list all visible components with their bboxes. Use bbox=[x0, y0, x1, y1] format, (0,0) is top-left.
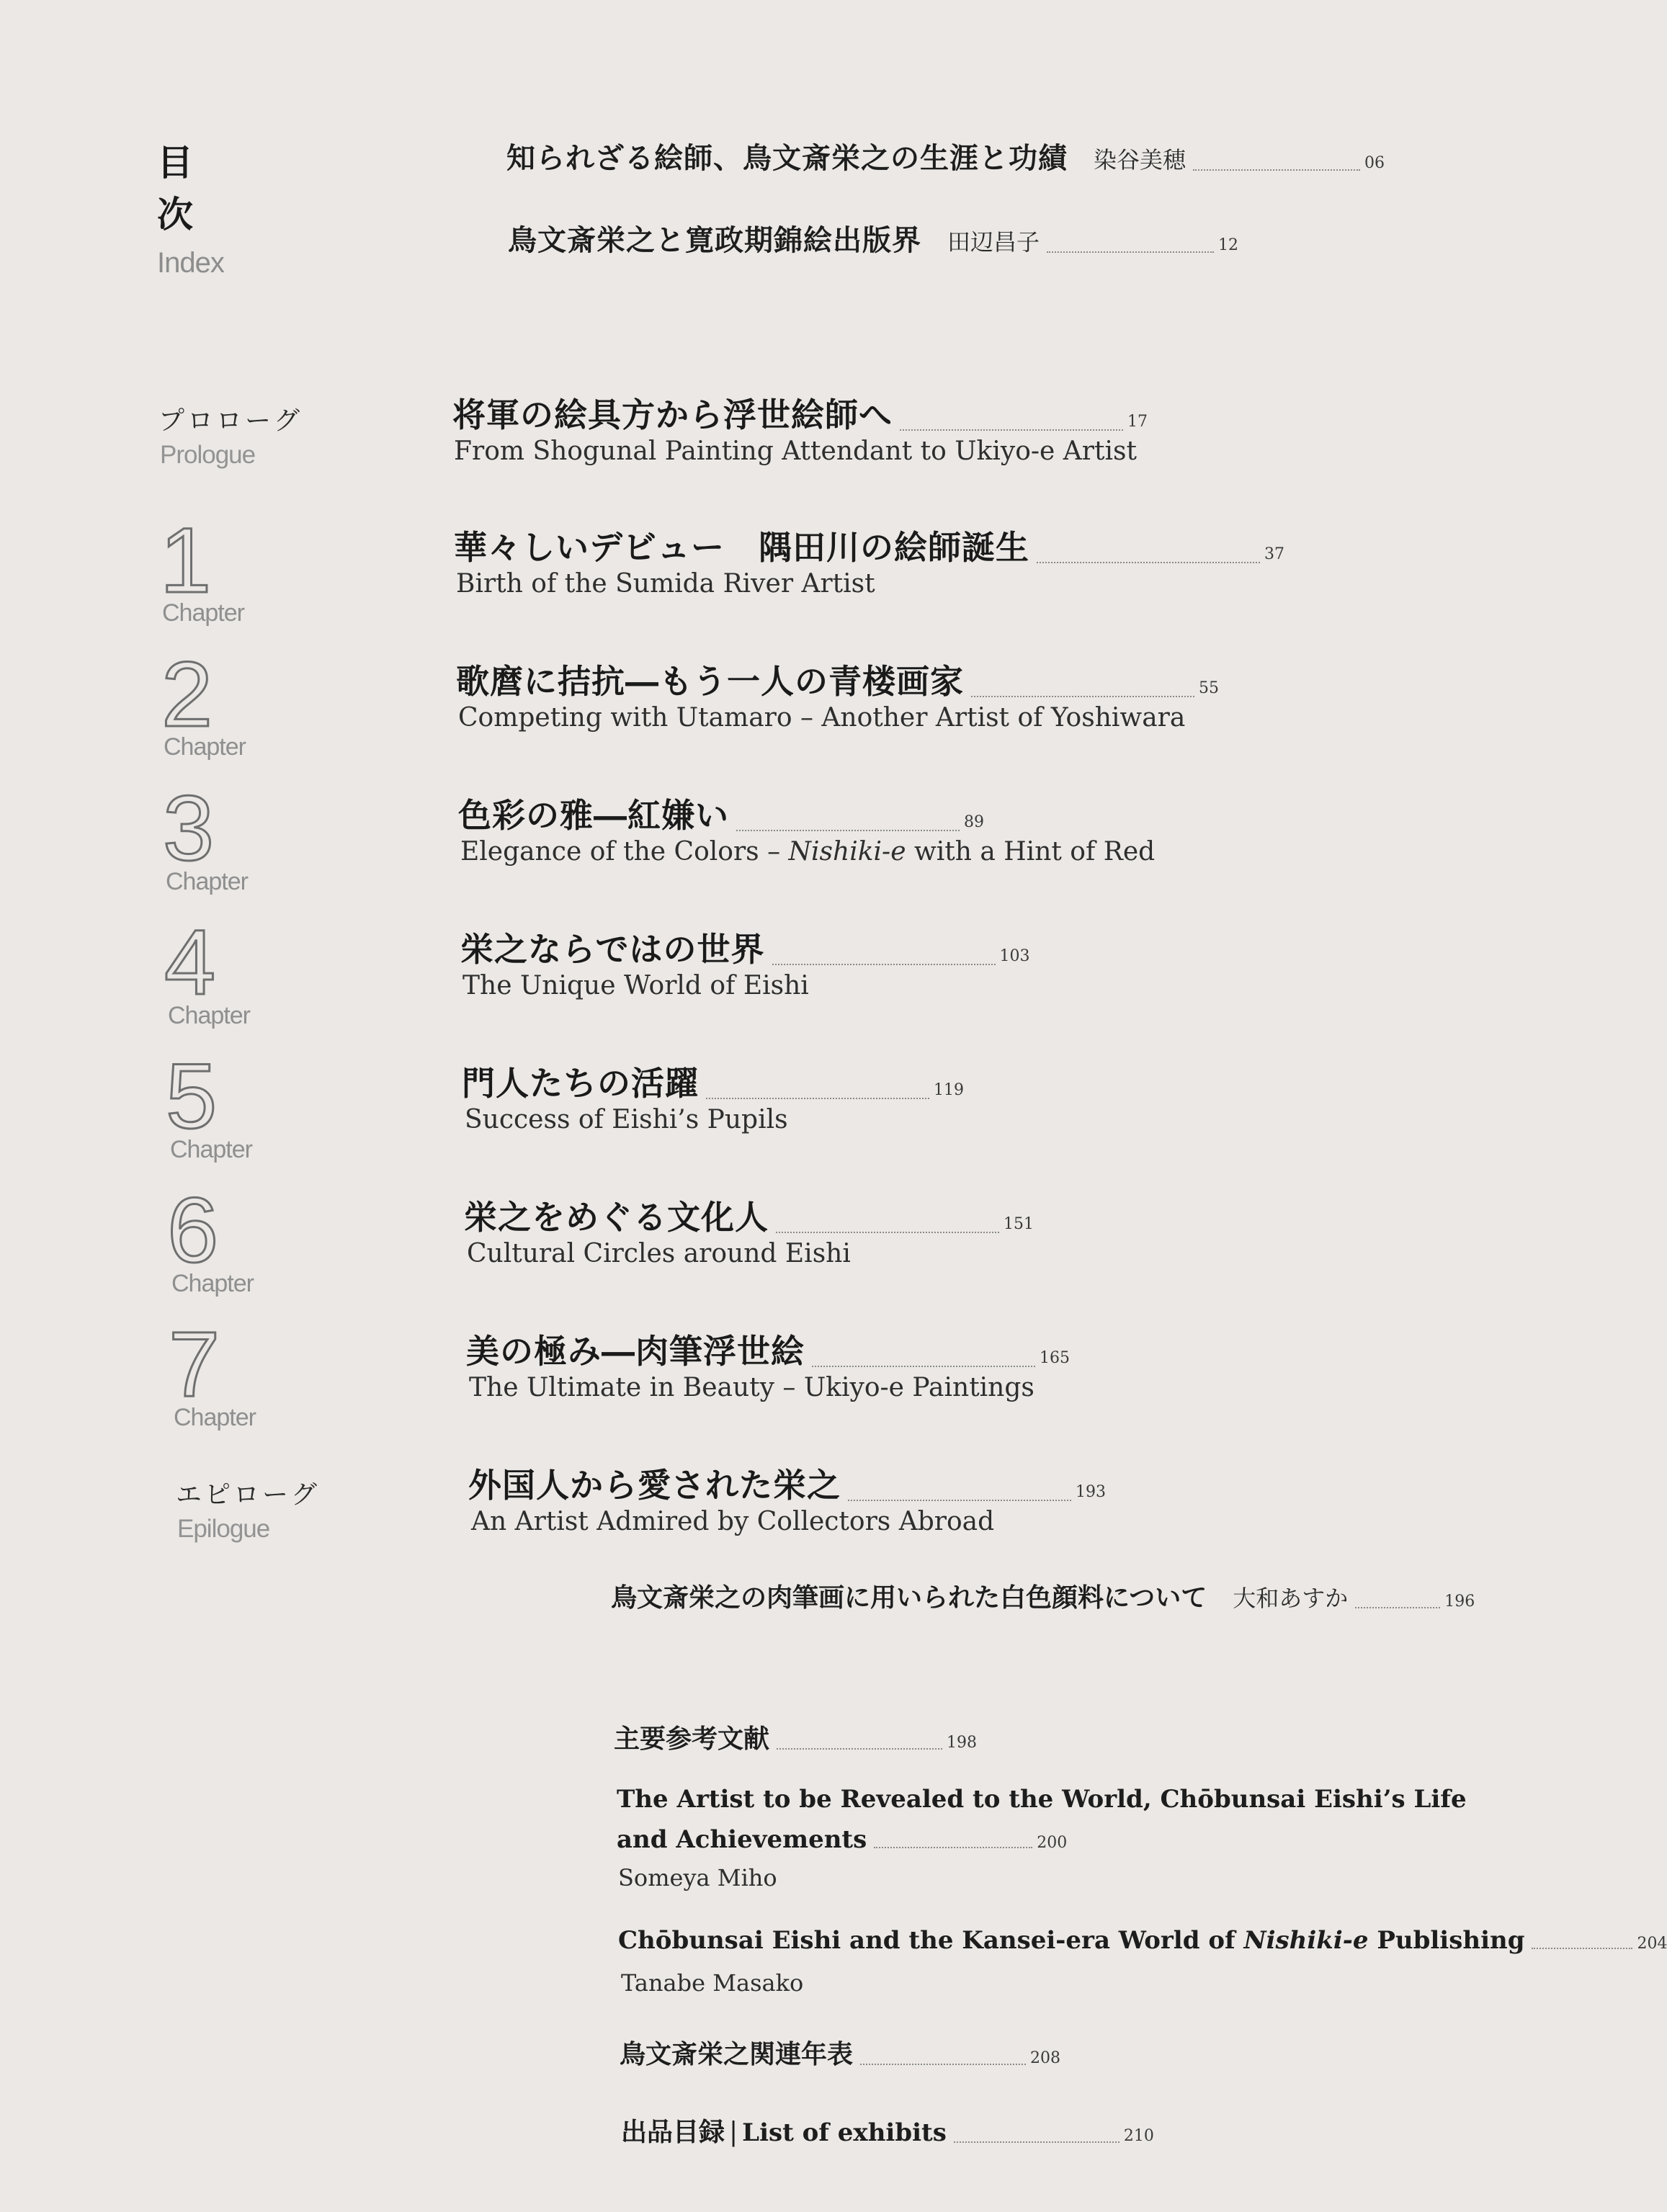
index-title-en: Index bbox=[157, 247, 224, 279]
page-number: 06 bbox=[1364, 154, 1385, 172]
exhibits-entry bbox=[621, 2112, 1154, 2149]
epilogue-label-en: Epilogue bbox=[177, 1515, 270, 1543]
section-title-jp: 華々しいデビュー 隅田川の絵師誕生 bbox=[454, 528, 1029, 567]
section-title-en: The Unique World of Eishi bbox=[462, 971, 809, 1000]
section-chapter-2 bbox=[456, 655, 1219, 703]
chapter-label: Chapter bbox=[170, 1136, 252, 1163]
section-chapter-5 bbox=[462, 1057, 964, 1105]
section-title-jp: 将軍の絵具方から浮世絵師へ bbox=[452, 395, 893, 434]
dot-leader bbox=[900, 429, 1123, 431]
page-number: 89 bbox=[964, 813, 984, 831]
essay-title: 鳥文斎栄之の肉筆画に用いられた白色顔料について bbox=[611, 1582, 1207, 1613]
dot-leader bbox=[860, 2064, 1026, 2065]
chapter-label: Chapter bbox=[168, 1002, 250, 1029]
prologue-label-jp: プロローグ bbox=[158, 406, 303, 436]
page-number: 103 bbox=[999, 947, 1030, 965]
page-number: 210 bbox=[1123, 2127, 1154, 2145]
bibliography-entry bbox=[614, 1719, 977, 1755]
page-number: 193 bbox=[1076, 1483, 1106, 1501]
page-number: 37 bbox=[1264, 545, 1284, 563]
section-title-jp: 栄之ならではの世界 bbox=[460, 930, 765, 969]
page-number: 196 bbox=[1444, 1593, 1475, 1611]
dot-leader bbox=[1047, 251, 1214, 253]
section-title-en: From Shogunal Painting Attendant to Ukiyo-e Artist bbox=[454, 436, 1137, 466]
essay-en-1-title-line1: The Artist to be Revealed to the World, Chōbunsai Eishi’s Life bbox=[617, 1785, 1467, 1814]
dot-leader bbox=[772, 964, 996, 965]
section-epilogue bbox=[468, 1459, 1106, 1507]
section-chapter-4 bbox=[460, 923, 1030, 971]
index-title-jp: 目 次 bbox=[157, 141, 193, 236]
dot-leader bbox=[971, 696, 1194, 697]
page-number: 12 bbox=[1218, 236, 1239, 254]
chapter-label: Chapter bbox=[174, 1404, 256, 1431]
page-number: 208 bbox=[1030, 2049, 1061, 2067]
epilogue-label-jp: エピローグ bbox=[176, 1480, 321, 1510]
essay-author: 田辺昌子 bbox=[947, 228, 1040, 256]
section-title-en: Elegance of the Colors – Nishiki-e with a Hint of Red bbox=[460, 837, 1156, 867]
dot-leader bbox=[706, 1098, 929, 1099]
section-chapter-6 bbox=[464, 1191, 1034, 1239]
bibliography-title: 主要参考文献 bbox=[614, 1724, 770, 1754]
section-prologue bbox=[452, 389, 1148, 436]
section-title-jp: 色彩の雅―紅嫌い bbox=[458, 796, 729, 835]
essay-author: 染谷美穂 bbox=[1094, 146, 1186, 174]
chapter-number: 5 bbox=[166, 1045, 218, 1148]
essay-en-1 bbox=[617, 1825, 1067, 1854]
dot-leader bbox=[1037, 562, 1260, 563]
chapter-number: 4 bbox=[164, 911, 216, 1014]
dot-leader bbox=[776, 1232, 999, 1233]
chapter-number: 3 bbox=[163, 777, 215, 880]
page-number: 55 bbox=[1199, 679, 1219, 697]
section-title-en: An Artist Admired by Collectors Abroad bbox=[471, 1507, 995, 1536]
section-title-jp: 栄之をめぐる文化人 bbox=[464, 1198, 769, 1237]
essay-en-1-author: Someya Miho bbox=[618, 1864, 777, 1891]
chapter-label: Chapter bbox=[171, 1270, 254, 1297]
dot-leader bbox=[736, 830, 960, 831]
page-number: 165 bbox=[1040, 1349, 1070, 1367]
section-title-en: Birth of the Sumida River Artist bbox=[456, 569, 875, 599]
essay-en-1-title-line2: and Achievements bbox=[617, 1825, 867, 1854]
dot-leader bbox=[1532, 1948, 1632, 1949]
essay-title: 知られざる絵師、鳥文斎栄之の生涯と功績 bbox=[506, 141, 1068, 175]
essay-title: 鳥文斎栄之と寛政期錦絵出版界 bbox=[508, 223, 921, 257]
chapter-number: 2 bbox=[161, 643, 213, 746]
chapter-label: Chapter bbox=[166, 868, 248, 895]
page-number: 200 bbox=[1037, 1834, 1068, 1852]
chronology-title: 鳥文斎栄之関連年表 bbox=[620, 2039, 854, 2069]
dot-leader bbox=[1355, 1607, 1440, 1608]
intro-essay-1 bbox=[506, 135, 1385, 176]
intro-essay-2 bbox=[508, 218, 1238, 259]
prologue-label-en: Prologue bbox=[160, 441, 256, 469]
dot-leader bbox=[812, 1366, 1035, 1367]
essay-en-2-title: Chōbunsai Eishi and the Kansei-era World of Nishiki-e Publishing bbox=[618, 1926, 1525, 1955]
dot-leader bbox=[1193, 169, 1360, 171]
chapter-label: Chapter bbox=[162, 599, 244, 627]
dot-leader bbox=[777, 1748, 942, 1750]
section-title-jp: 歌麿に拮抗―もう一人の青楼画家 bbox=[456, 662, 964, 701]
page-number: 17 bbox=[1127, 413, 1148, 431]
dot-leader bbox=[848, 1500, 1071, 1501]
page-number: 204 bbox=[1637, 1935, 1667, 1953]
section-chapter-7 bbox=[466, 1325, 1070, 1373]
chronology-entry bbox=[620, 2034, 1060, 2071]
essay-en-2 bbox=[618, 1926, 1667, 1955]
section-title-en: Success of Eishi’s Pupils bbox=[465, 1105, 788, 1134]
essay-author: 大和あすか bbox=[1233, 1585, 1349, 1612]
section-title-en: Competing with Utamaro – Another Artist of Yoshiwara bbox=[458, 703, 1186, 733]
section-title-en: The Ultimate in Beauty – Ukiyo-e Paintings bbox=[469, 1373, 1034, 1402]
dot-leader bbox=[954, 2141, 1119, 2143]
separator: | bbox=[729, 2118, 738, 2147]
section-title-jp: 門人たちの活躍 bbox=[462, 1064, 699, 1103]
chapter-label: Chapter bbox=[164, 733, 246, 761]
pigment-essay bbox=[611, 1577, 1475, 1614]
section-chapter-1 bbox=[454, 521, 1284, 569]
chapter-number: 7 bbox=[169, 1313, 220, 1416]
section-title-en: Cultural Circles around Eishi bbox=[467, 1239, 851, 1268]
exhibits-title-jp: 出品目録 bbox=[621, 2117, 725, 2147]
section-title-jp: 美の極み―肉筆浮世絵 bbox=[466, 1332, 805, 1371]
essay-en-2-author: Tanabe Masako bbox=[621, 1969, 804, 1997]
section-chapter-3 bbox=[458, 789, 984, 837]
page-number: 198 bbox=[947, 1734, 978, 1752]
page-number: 119 bbox=[934, 1081, 964, 1099]
exhibits-title-en: List of exhibits bbox=[742, 2118, 947, 2147]
chapter-number: 6 bbox=[167, 1179, 219, 1282]
chapter-number: 1 bbox=[160, 509, 212, 612]
page-number: 151 bbox=[1004, 1215, 1034, 1233]
section-title-jp: 外国人から愛された栄之 bbox=[468, 1466, 841, 1505]
dot-leader bbox=[874, 1847, 1032, 1848]
